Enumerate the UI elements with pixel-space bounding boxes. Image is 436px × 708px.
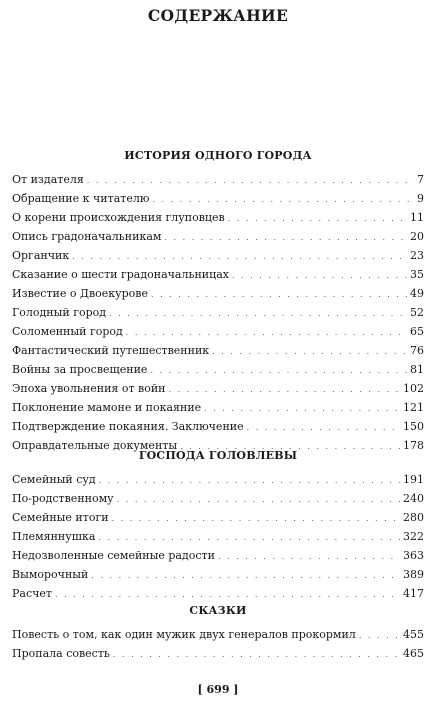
toc-entry-title: Недозволенные семейные радости <box>12 549 215 562</box>
toc-entry-title: Оправдательные документы <box>12 439 178 452</box>
toc-entry-page: 102 <box>403 382 424 395</box>
toc-entry <box>12 417 424 436</box>
toc-entry-title: Семейный суд <box>12 473 96 486</box>
dot-leader <box>164 228 407 247</box>
toc-entry-page: 121 <box>403 401 424 414</box>
toc-entry-title: Пропала совесть <box>12 647 110 660</box>
toc-entry-title: Поклонение мамоне и покаяние <box>12 401 202 414</box>
toc-entry-page: 81 <box>410 363 424 376</box>
toc-entry <box>12 546 424 565</box>
toc-entry <box>12 246 424 265</box>
dot-leader <box>151 285 407 304</box>
dot-leader <box>72 247 407 266</box>
dot-leader <box>218 547 400 566</box>
toc-entry-page: 178 <box>403 439 424 452</box>
section-heading: ИСТОРИЯ ОДНОГО ГОРОДА <box>124 149 312 162</box>
dot-leader <box>150 361 407 380</box>
section-heading: ГОСПОДА ГОЛОВЛЕВЫ <box>138 449 298 462</box>
dot-leader <box>204 399 400 418</box>
toc-entry <box>12 360 424 379</box>
dot-leader <box>126 323 407 342</box>
toc-entry <box>12 644 424 663</box>
toc-entry <box>12 565 424 584</box>
toc-entry-title: Опись градоначальникам <box>12 230 162 243</box>
toc-entry <box>12 341 424 360</box>
dot-leader <box>212 342 407 361</box>
dot-leader <box>359 626 400 645</box>
toc-entry-page: 35 <box>410 268 424 281</box>
toc-entry-title: По-родственному <box>12 492 114 505</box>
toc-entry-title: Органчик <box>12 249 70 262</box>
toc-entry-title: Фантастический путешественник <box>12 344 210 357</box>
toc-entry-page: 191 <box>403 473 424 486</box>
toc-entry-title: Подтверждение покаяния. Заключение <box>12 420 244 433</box>
dot-leader <box>169 380 400 399</box>
toc-section-golovlyov-family <box>12 446 424 603</box>
toc-entry <box>12 284 424 303</box>
toc-entry-title: Эпоха увольнения от войн <box>12 382 166 395</box>
toc-entry <box>12 303 424 322</box>
toc-entry-title: Расчет <box>12 587 52 600</box>
toc-entry-title: Соломенный город <box>12 325 123 338</box>
toc-entry-page: 23 <box>410 249 424 262</box>
dot-leader <box>247 418 400 437</box>
toc-entry-page: 52 <box>410 306 424 319</box>
toc-entry-title: Сказание о шести градоначальницах <box>12 268 229 281</box>
dot-leader <box>112 509 400 528</box>
dot-leader <box>87 171 414 190</box>
toc-entry <box>12 508 424 527</box>
dot-leader <box>228 209 407 228</box>
toc-entry-page: 76 <box>410 344 424 357</box>
toc-entry <box>12 189 424 208</box>
toc-entry-title: Племяннушка <box>12 530 96 543</box>
toc-entry <box>12 170 424 189</box>
toc-entry <box>12 208 424 227</box>
toc-entry-title: О корени происхождения глуповцев <box>12 211 225 224</box>
toc-entry-page: 49 <box>410 287 424 300</box>
toc-entry-title: Голодный город <box>12 306 107 319</box>
toc-entry <box>12 379 424 398</box>
toc-entry <box>12 322 424 341</box>
toc-entry-title: Семейные итоги <box>12 511 109 524</box>
toc-entry-page: 465 <box>403 647 424 660</box>
page-title: СОДЕРЖАНИЕ <box>147 6 289 25</box>
toc-entry-page: 455 <box>403 628 424 641</box>
toc-entry-title: Выморочный <box>12 568 89 581</box>
toc-entry-page: 363 <box>403 549 424 562</box>
toc-entry-page: 280 <box>403 511 424 524</box>
toc-entry-page: 150 <box>403 420 424 433</box>
toc-entry-title: Повесть о том, как один мужик двух генералов прокормил <box>12 628 356 641</box>
toc-entry-page: 65 <box>410 325 424 338</box>
toc-entry <box>12 398 424 417</box>
dot-leader <box>232 266 407 285</box>
toc-entry-page: 240 <box>403 492 424 505</box>
toc-section-fairy-tales <box>12 601 424 663</box>
toc-entry <box>12 265 424 284</box>
toc-entry-title: От издателя <box>12 173 84 186</box>
dot-leader <box>99 471 400 490</box>
toc-entry-page: 9 <box>417 192 424 205</box>
toc-entry-title: Войны за просвещение <box>12 363 148 376</box>
toc-entry-page: 389 <box>403 568 424 581</box>
toc-entry <box>12 625 424 644</box>
dot-leader <box>113 645 400 664</box>
dot-leader <box>109 304 407 323</box>
toc-entry <box>12 527 424 546</box>
dot-leader <box>152 190 414 209</box>
toc-entry-page: 20 <box>410 230 424 243</box>
page-number: [ 699 ] <box>197 683 239 696</box>
toc-section-history-of-a-town <box>12 146 424 455</box>
toc-entry-page: 7 <box>417 173 424 186</box>
dot-leader <box>117 490 400 509</box>
toc-entry-title: Известие о Двоекурове <box>12 287 148 300</box>
toc-entry-title: Обращение к читателю <box>12 192 150 205</box>
toc-entry <box>12 489 424 508</box>
section-heading: СКАЗКИ <box>189 604 247 617</box>
toc-entry <box>12 227 424 246</box>
dot-leader <box>98 528 400 547</box>
toc-entry-page: 417 <box>403 587 424 600</box>
toc-entry-page: 322 <box>403 530 424 543</box>
dot-leader <box>91 566 400 585</box>
toc-entry-page: 11 <box>410 211 424 224</box>
toc-entry <box>12 470 424 489</box>
